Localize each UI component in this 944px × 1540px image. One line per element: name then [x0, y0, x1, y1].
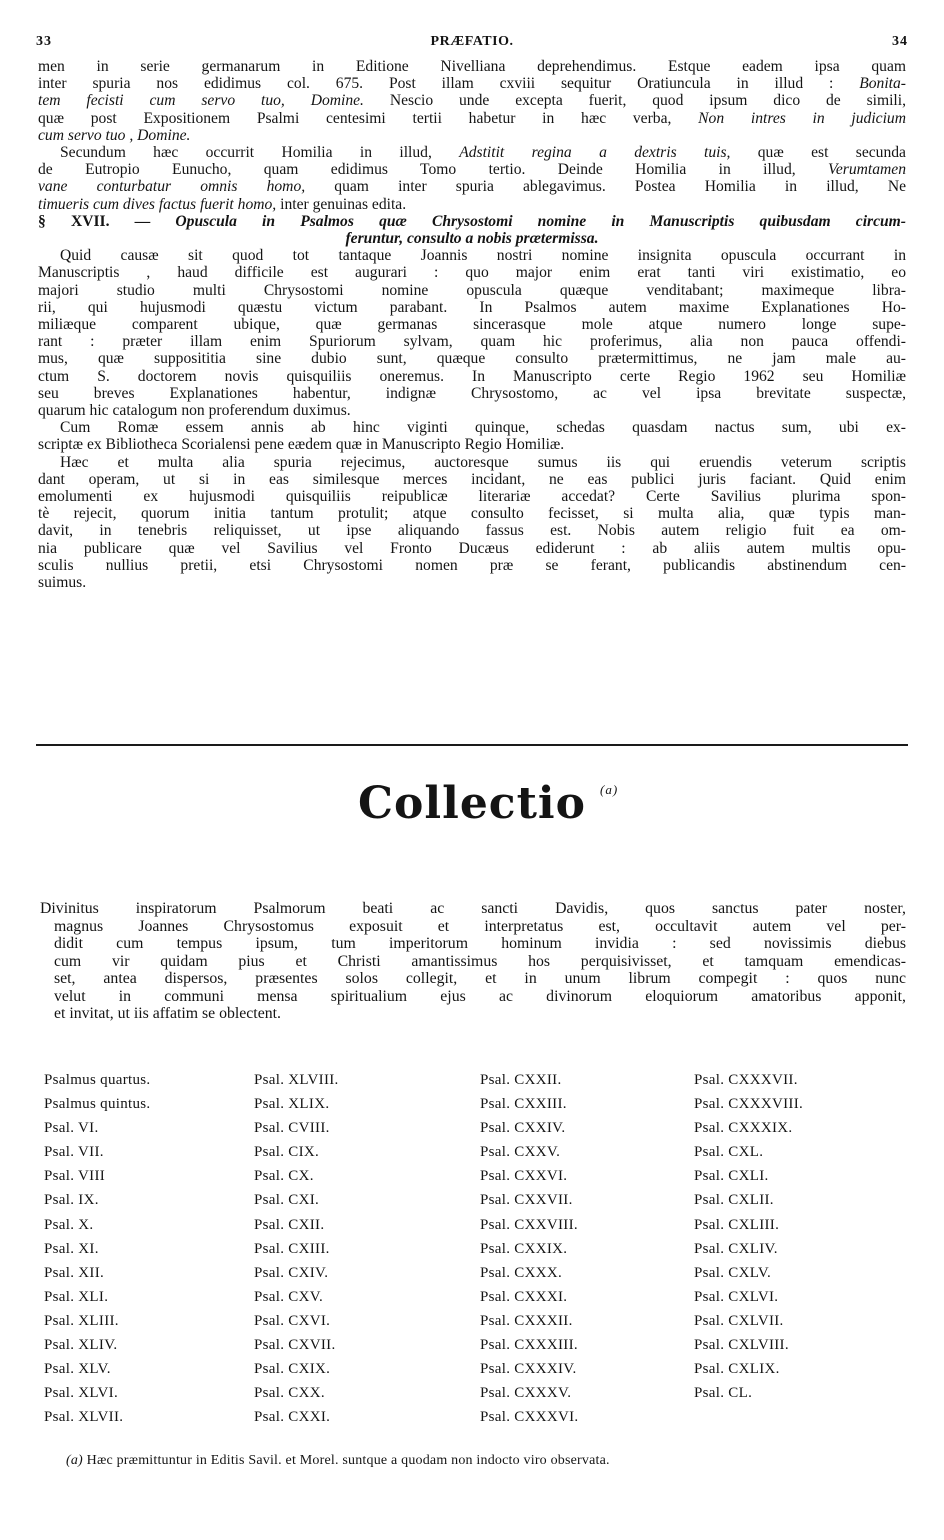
- italic-run: tem fecisti cum servo tuo, Domine.: [38, 92, 364, 110]
- psalm-entry: Psal. CXII.: [254, 1216, 325, 1233]
- psalm-entry: Psal. CXL.: [694, 1144, 764, 1161]
- text-line: davit, in tenebris reliquisset, ut ipse aliquando fassus est. Nobis autem religio fuit ea om-: [38, 522, 906, 540]
- psalm-entry: Psal. VI.: [44, 1120, 99, 1137]
- text-line: quarum hic catalogum non proferendum duximus.: [38, 402, 351, 420]
- section-number: § XVII. —: [38, 212, 151, 230]
- italic-run: Non intres in judicium: [698, 109, 906, 127]
- psalm-entry: Psal. XLI.: [44, 1288, 109, 1305]
- footnote-mark: (a): [66, 1453, 83, 1468]
- text-line: emolumenti ex hujusmodi quisquiliis reipublicæ literariæ accedat? Certe Savilius plurima spon-: [38, 488, 906, 506]
- text-line: de Eutropio Eunucho, quam edidimus Tomo tertio. Deinde Homilia in illud, Verumtamen: [38, 161, 906, 179]
- preface-text: [38, 58, 906, 591]
- psalm-entry: Psal. XLV.: [44, 1361, 111, 1378]
- psalm-entry: Psal. CXXVII.: [480, 1192, 573, 1209]
- psalm-entry: Psal. CXLII.: [694, 1192, 774, 1209]
- psalm-entry: Psal. CXXXIX.: [694, 1120, 793, 1137]
- text-line: Cum Romæ essem annis ab hinc viginti quinque, schedas quasdam nactus sum, ubi ex-: [60, 419, 906, 437]
- psalm-entry: Psal. XLVI.: [44, 1385, 119, 1402]
- psalm-entry: Psal. CXXIII.: [480, 1096, 567, 1113]
- section-heading-continued: feruntur, consulto a nobis prætermissa.: [345, 230, 599, 248]
- collectio-heading: [0, 778, 944, 829]
- psalm-entry: Psal. XLIV.: [44, 1337, 118, 1354]
- italic-run: vane conturbatur omnis homo,: [38, 178, 306, 196]
- psalm-entry: Psal. CXLVI.: [694, 1288, 779, 1305]
- text-line: tem fecisti cum servo tuo, Domine. Nescio unde excepta fuerit, quod ipsum dico de simili,: [38, 92, 906, 110]
- psalm-entry: Psal. XLIII.: [44, 1312, 119, 1329]
- psalm-index: [44, 1068, 904, 1428]
- section-divider: [36, 744, 908, 746]
- psalm-entry: Psal. CXLIX.: [694, 1361, 780, 1378]
- text-line: rii, qui hujusmodi quæstu victum parabant. In Psalmos autem maxime Explanationes Ho-: [38, 298, 906, 316]
- text-line: Hæc et multa alia spuria rejecimus, auctoresque sumus iis qui eruendis veterum scriptis: [60, 453, 906, 471]
- text-line: seu breves Explanationes habentur, indignæ Chrysostomo, ac vel ipsa brevitate suspectæ,: [38, 384, 906, 402]
- text-line: nia publicare quæ vel Savilius vel Fronto Ducæus ediderunt : ab aliis autem multis opu-: [38, 539, 906, 557]
- psalm-entry: Psal. CXLVII.: [694, 1312, 784, 1329]
- text-line: dant operam, ut si in eas similesque merces incidant, ne eas publici juris faciant. Quid enim: [38, 470, 906, 488]
- italic-run: timueris cum dives factus fuerit homo,: [38, 195, 277, 213]
- italic-run: Verumtamen: [828, 161, 906, 179]
- text-line: cum servo tuo , Domine.: [38, 126, 191, 144]
- psalm-entry: Psal. XLIX.: [254, 1096, 330, 1113]
- psalm-entry: Psal. CVIII.: [254, 1120, 330, 1137]
- text-line: set, antea dispersos, præsentes solos collegit, et in unum librum compegit : quos nunc: [54, 970, 906, 987]
- psalm-column-2: [254, 1068, 339, 1429]
- running-head: [36, 34, 908, 54]
- psalm-entry: Psal. XLVII.: [44, 1409, 124, 1426]
- text-line: et invitat, ut iis affatim se oblectent.: [54, 1005, 281, 1022]
- psalm-column-1: [44, 1068, 150, 1429]
- section-heading: [38, 213, 906, 230]
- psalm-entry: Psal. CXXXIII.: [480, 1337, 578, 1354]
- footnote-reference: (a): [599, 782, 619, 797]
- psalm-entry: Psal. XI.: [44, 1240, 99, 1257]
- text-line: didit cum tempus ipsum, tum imperitorum hominum invidia : sed novissimis diebus: [54, 935, 906, 952]
- psalm-entry: Psal. CXXXVIII.: [694, 1096, 804, 1113]
- text-line: scriptæ ex Bibliotheca Scorialensi pene eædem quæ in Manuscripto Regio Homiliæ.: [38, 436, 565, 454]
- italic-run: Bonita-: [859, 75, 906, 93]
- text-line: ctum S. doctorem novis quisquiliis oneremus. In Manuscripto certe Regio 1962 seu Homiliæ: [38, 367, 906, 385]
- psalm-entry: Psal. CXXXI.: [480, 1288, 568, 1305]
- text-line: [38, 75, 906, 92]
- text-line: tè rejecit, quorum initia tantum protulit; atque consulto fecisset, si multa alia, quæ typis man-: [38, 505, 906, 523]
- text-line: suimus.: [38, 574, 87, 592]
- psalm-entry: Psal. VII.: [44, 1144, 104, 1161]
- psalm-entry: Psal. XLVIII.: [254, 1072, 339, 1088]
- text-line: Secundum hæc occurrit Homilia in illud, Adstitit regina a dextris tuis, quæ est secunda: [60, 144, 906, 162]
- text-line: mus, quæ supposititia sine dubio sunt, quæque consulto prætermittimus, ne jam male au-: [38, 350, 906, 368]
- psalm-entry: Psal. CL.: [694, 1385, 753, 1402]
- text-line: Manuscriptis , haud difficile est augurari : quo major enim erat tanti viri existimatio, eo: [38, 264, 906, 282]
- psalm-entry: Psal. VIII: [44, 1168, 106, 1185]
- psalm-entry: Psal. CXXIX.: [480, 1240, 568, 1257]
- footnote: [66, 1452, 886, 1470]
- psalm-entry: Psal. CXV.: [254, 1288, 323, 1305]
- psalm-entry: Psal. CXLV.: [694, 1264, 772, 1281]
- psalm-entry: Psal. CXI.: [254, 1192, 320, 1209]
- psalm-entry: Psal. CXXV.: [480, 1144, 561, 1161]
- psalm-entry: Psal. CX.: [254, 1168, 314, 1185]
- psalm-entry: Psal. CXVII.: [254, 1337, 336, 1354]
- psalm-entry: Psal. CIX.: [254, 1144, 320, 1161]
- psalm-entry: Psal. CXXVI.: [480, 1168, 568, 1185]
- section-title: Opuscula in Psalmos quæ Chrysostomi nomine in Manuscriptis quibusdam circum-: [150, 212, 906, 230]
- psalm-entry: Psal. CXXXVII.: [694, 1072, 798, 1088]
- text-line: cum vir quidam pius et Christi amantissimus hos perquisivisset, et tamquam emendicas-: [54, 952, 906, 970]
- psalm-entry: Psal. CXXVIII.: [480, 1216, 578, 1233]
- running-title: PRÆFATIO.: [430, 34, 514, 49]
- psalm-entry: Psal. X.: [44, 1216, 94, 1233]
- text-line: velut in communi mensa spiritualium ejus ac divinorum eloquiorum amatoribus apponit,: [54, 987, 906, 1005]
- psalm-entry: Psal. CXXXII.: [480, 1312, 573, 1329]
- text-line: Divinitus inspiratorum Psalmorum beati ac sancti Davidis, quos sanctus pater noster,: [40, 900, 906, 917]
- psalm-entry: Psal. CXIII.: [254, 1240, 330, 1257]
- page-number-right: 34: [892, 34, 908, 49]
- collectio-intro: [40, 900, 906, 1023]
- collectio-title-text: Collectio: [358, 778, 586, 829]
- text-line: miliæque comparent ubique, quæ germanas sincerasque mole atque numero longe supe-: [38, 316, 906, 334]
- text-line: magnus Joannes Chrysostomus exposuit et interpretatus est, occultavit autem vel per-: [54, 917, 906, 935]
- psalm-entry: Psal. CXXX.: [480, 1264, 563, 1281]
- psalm-entry: Psal. CXXII.: [480, 1072, 562, 1088]
- text-line: timueris cum dives factus fuerit homo, inter genuinas edita.: [38, 195, 407, 213]
- psalm-entry: Psal. CXX.: [254, 1385, 325, 1402]
- psalm-column-3: [480, 1068, 579, 1429]
- text-line: sculis nullius pretii, etsi Chrysostomi nomen præ se ferant, publicandis abstinendum cen-: [38, 556, 906, 574]
- psalm-entry: Psal. CXXI.: [254, 1409, 331, 1426]
- psalm-entry: Psalmus quartus.: [44, 1072, 151, 1088]
- psalm-column-4: [694, 1068, 803, 1405]
- footnote-text: Hæc præmittuntur in Editis Savil. et Morel. suntque a quodam non indocto viro observata.: [86, 1453, 610, 1468]
- psalm-entry: Psal. CXVI.: [254, 1312, 331, 1329]
- psalm-entry: Psal. CXXIV.: [480, 1120, 566, 1137]
- psalm-entry: Psal. CXIV.: [254, 1264, 329, 1281]
- text-run: inter spuria nos edidimus col. 675. Post illam cxviii sequitur Oratiuncula in illud :: [38, 75, 834, 93]
- text-line: rant : præter illam enim Spuriorum sylvam, quam hic proferimus, alia non pauca offendi-: [38, 333, 906, 351]
- psalm-entry: Psal. CXXXIV.: [480, 1361, 577, 1378]
- psalm-entry: Psal. CXLI.: [694, 1168, 769, 1185]
- text-line: Quid causæ sit quod tot tantaque Joannis nostri nomine insignita opuscula occurrant in: [60, 247, 906, 265]
- psalm-entry: Psal. CXXXVI.: [480, 1409, 579, 1426]
- text-line: men in serie germanarum in Editione Nivelliana deprehendimus. Estque eadem ipsa quam: [38, 58, 906, 75]
- psalm-entry: Psal. CXLVIII.: [694, 1337, 789, 1354]
- psalm-entry: Psal. IX.: [44, 1192, 99, 1209]
- psalm-entry: Psal. CXLIV.: [694, 1240, 778, 1257]
- psalm-entry: Psal. CXLIII.: [694, 1216, 780, 1233]
- psalm-entry: Psal. CXIX.: [254, 1361, 331, 1378]
- page-number-left: 33: [36, 34, 52, 49]
- psalm-entry: Psalmus quintus.: [44, 1096, 151, 1113]
- italic-run: Adstitit regina a dextris tuis,: [459, 144, 731, 162]
- text-line: vane conturbatur omnis homo, quam inter spuria ablegavimus. Postea Homilia in illud, Ne: [38, 178, 906, 196]
- text-line: majori studio multi Chrysostomi nomine opuscula quæque venditabant; maximeque libra-: [38, 281, 906, 299]
- text-line: quæ post Expositionem Psalmi centesimi tertii habetur in hæc verba, Non intres in judicium: [38, 109, 906, 127]
- psalm-entry: Psal. XII.: [44, 1264, 105, 1281]
- psalm-entry: Psal. CXXXV.: [480, 1385, 572, 1402]
